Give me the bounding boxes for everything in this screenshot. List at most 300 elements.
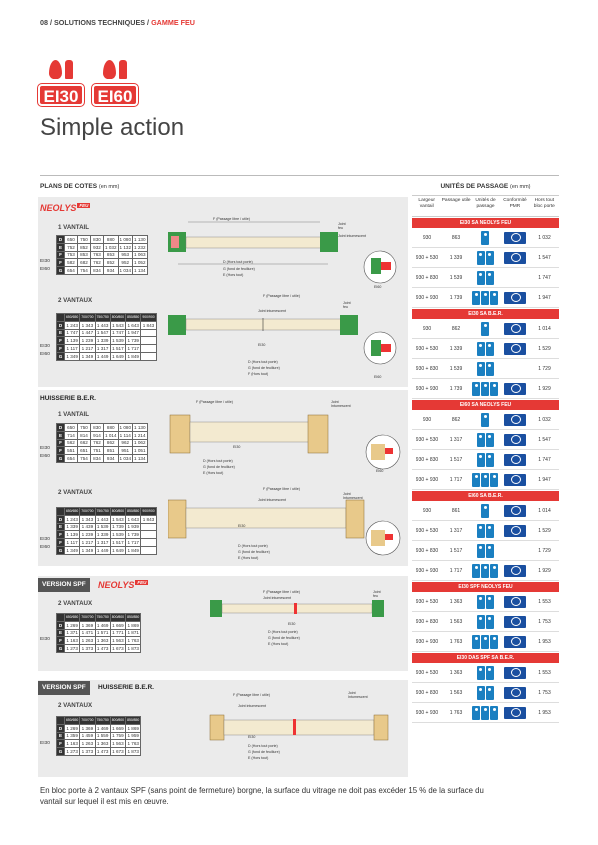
svg-text:EI60: EI60	[374, 375, 382, 379]
table-cell: 1 273	[66, 749, 78, 755]
svg-text:E (Hors tout): E (Hors tout)	[238, 556, 259, 560]
table-cell	[141, 345, 156, 353]
table-row	[412, 592, 559, 612]
svg-text:D (Hors tout porte): D (Hors tout porte)	[203, 459, 233, 463]
person-icon	[486, 251, 494, 265]
usable-passage: 1 539	[449, 274, 463, 281]
person-icon	[486, 544, 494, 558]
overall-width: 1 529	[538, 527, 551, 534]
table-row	[57, 539, 157, 547]
person-icon	[481, 322, 489, 336]
flame-icon	[103, 60, 116, 79]
table-cell: 814	[78, 431, 91, 439]
table-cell: 834	[91, 455, 104, 463]
usable-passage: 1 363	[449, 669, 463, 676]
two-leaves-label: 2 VANTAUX	[58, 297, 93, 304]
wheelchair-icon	[504, 232, 526, 244]
pmr-compliance	[500, 292, 530, 304]
svg-text:EI30: EI30	[233, 445, 241, 449]
usable-passage: 1 339	[449, 345, 463, 352]
table-header-cell: 700/700	[81, 615, 94, 620]
table-cell: 1 349	[81, 353, 94, 359]
person-icon	[481, 706, 489, 720]
wheelchair-icon	[504, 474, 526, 486]
leaf-width: 930	[422, 416, 432, 423]
table-cell: 1 443	[96, 322, 109, 328]
usable-passage: 1 363	[449, 598, 463, 605]
one-leaf-label: 1 VANTAIL	[58, 224, 90, 231]
table-cell: 1 449	[96, 353, 109, 359]
table-row	[57, 740, 141, 748]
person-icon	[477, 271, 485, 285]
svg-text:G (fond de feuillure): G (fond de feuillure)	[268, 636, 300, 640]
table-cell: F	[57, 531, 65, 539]
svg-text:Intumescent: Intumescent	[348, 695, 368, 699]
table-cell: D	[57, 515, 65, 523]
overall-width: 1 553	[538, 598, 551, 605]
person-icon	[477, 666, 485, 680]
table-cell: 1 317	[96, 540, 109, 546]
table-cell: 852	[78, 243, 91, 251]
table-cell: 1 447	[81, 330, 94, 336]
extinguisher-icon	[119, 60, 127, 79]
table-cell: 830	[91, 424, 104, 432]
svg-text:E (Hors tout): E (Hors tout)	[248, 756, 269, 760]
table-cell: 834	[91, 267, 104, 275]
leaf-width: 930 + 930	[415, 567, 439, 574]
table-row	[412, 521, 559, 541]
table-cell: 1 269	[66, 725, 78, 731]
table-cell: 714	[65, 431, 78, 439]
person-icon	[486, 433, 494, 447]
table-header-cell: 800/800	[111, 718, 125, 723]
table-row	[412, 541, 559, 561]
ei30-logo	[38, 60, 84, 106]
wheelchair-icon	[504, 565, 526, 577]
table-row	[412, 501, 559, 521]
range-name: GAMME FEU	[151, 18, 195, 27]
leaf-width: 930 + 930	[415, 476, 439, 483]
usable-passage: 862	[451, 416, 461, 423]
neolys-brand: NEOLYS FEU	[40, 203, 89, 213]
usable-passage: 1 539	[449, 365, 463, 372]
wheelchair-icon	[504, 434, 526, 446]
person-icon	[481, 413, 489, 427]
table-row	[412, 450, 559, 470]
dims-table-neolys-2	[56, 313, 157, 361]
table-cell: 1 369	[81, 622, 94, 628]
table-cell: 763	[91, 251, 104, 259]
table-cell: 852	[104, 259, 119, 267]
table-cell: 662	[78, 439, 91, 447]
wheelchair-icon	[504, 292, 526, 304]
passage-units	[470, 453, 500, 467]
svg-text:Joint: Joint	[331, 400, 339, 404]
overall-width: 1 014	[538, 507, 551, 514]
person-icon	[472, 291, 480, 305]
table-cell: 1 643	[127, 516, 139, 522]
svg-text:EI60: EI60	[376, 469, 384, 473]
table-cell: 1 263	[81, 638, 94, 644]
wheelchair-icon	[504, 707, 526, 719]
table-row	[57, 645, 141, 653]
table-cell: 1 517	[112, 540, 124, 546]
huisserie-label: HUISSERIE B.E.R.	[98, 684, 154, 691]
leaf-width: 930 + 530	[415, 527, 439, 534]
table-cell: 654	[65, 455, 78, 463]
table-cell: E	[57, 431, 65, 439]
overall-width: 1 753	[538, 618, 551, 625]
svg-text:D (Hors tout porte): D (Hors tout porte)	[268, 630, 298, 634]
usable-passage: 863	[451, 234, 461, 241]
table-cell: D	[57, 236, 65, 244]
table-cell: F	[57, 439, 65, 447]
svg-text:Joint intumescent: Joint intumescent	[258, 498, 286, 502]
table-cell: 1 959	[127, 733, 139, 739]
wheelchair-icon	[504, 596, 526, 608]
table-cell: 1 130	[134, 424, 146, 430]
column-header: Passage utile	[441, 198, 471, 203]
table-cell: G	[57, 455, 65, 463]
table-cell: F	[57, 345, 65, 353]
svg-text:Intumescent: Intumescent	[343, 496, 363, 500]
table-cell: 853	[104, 251, 119, 259]
table-row	[57, 345, 157, 353]
page-header: 08 / SOLUTIONS TECHNIQUES / GAMME FEU	[40, 18, 195, 27]
passage-units	[470, 322, 500, 336]
table-cell: 962	[118, 439, 133, 447]
table-row	[57, 439, 148, 447]
table-row	[412, 683, 559, 703]
svg-text:Joint: Joint	[348, 691, 356, 695]
passage-units	[470, 544, 500, 558]
person-icon	[481, 635, 489, 649]
svg-text:G (fond de feuillure): G (fond de feuillure)	[238, 550, 270, 554]
column-header: Conformité PMR	[503, 198, 527, 209]
svg-text:Joint intumescent: Joint intumescent	[238, 704, 266, 708]
dims-table-neolys-1	[56, 235, 148, 275]
usable-passage: 1 517	[449, 456, 463, 463]
table-cell	[141, 337, 156, 345]
table-cell: 862	[104, 439, 119, 447]
pmr-compliance	[500, 454, 530, 466]
passage-units	[470, 635, 500, 649]
column-header: Largeur vantail	[418, 198, 435, 209]
table-cell: 1 539	[96, 524, 109, 530]
section-title: EI30 SPF NEOLYS FEU	[412, 582, 559, 592]
overall-width: 1 753	[538, 689, 551, 696]
pmr-compliance	[500, 667, 530, 679]
table-cell: 1 947	[127, 330, 139, 336]
svg-text:E (Hors tout): E (Hors tout)	[203, 471, 224, 475]
table-header-cell: 700/700	[81, 509, 94, 514]
passage-units	[470, 615, 500, 629]
table-cell: 1 339	[96, 532, 109, 538]
overall-width: 1 929	[538, 567, 551, 574]
table-cell: 1 717	[127, 540, 139, 546]
svg-text:Intumescent: Intumescent	[331, 404, 351, 408]
page-title: Simple action	[40, 114, 185, 141]
passage-units	[470, 362, 500, 376]
table-row	[57, 447, 148, 455]
table-cell: 1 263	[81, 741, 94, 747]
person-icon	[486, 453, 494, 467]
table-header-cell: 850/850	[127, 615, 140, 620]
wheelchair-icon	[504, 323, 526, 335]
leaf-width: 930 + 830	[415, 456, 439, 463]
ei60-tag: EI60	[92, 84, 138, 106]
svg-text:D (Hors tout porte): D (Hors tout porte)	[248, 360, 278, 364]
table-cell: 1 063	[134, 252, 146, 258]
table-cell: 1 117	[65, 345, 80, 353]
ei-labels: EI30 EI60	[40, 259, 50, 272]
table-row	[57, 531, 157, 539]
person-icon	[490, 291, 498, 305]
table-cell	[141, 531, 156, 539]
table-cell: 1 052	[134, 260, 146, 266]
person-icon	[481, 291, 489, 305]
table-cell: 1 443	[96, 516, 109, 522]
person-icon	[486, 271, 494, 285]
overall-width: 1 947	[538, 476, 551, 483]
leaf-width: 930 + 530	[415, 254, 439, 261]
table-cell: 1 369	[81, 725, 94, 731]
table-cell: 1 217	[81, 540, 94, 546]
table-cell: 551	[65, 447, 78, 455]
column-header: Hors tout bloc porte	[533, 198, 555, 209]
table-cell: D	[57, 621, 65, 629]
wheelchair-icon	[504, 667, 526, 679]
drawing-ber-2-leaves	[168, 487, 400, 560]
drawing-neolys-2-leaves	[168, 294, 396, 379]
ei-labels: EI30	[40, 741, 50, 746]
person-icon	[477, 342, 485, 356]
table-cell: 1 051	[134, 448, 146, 454]
pmr-compliance	[500, 596, 530, 608]
table-cell: 1 771	[112, 630, 124, 636]
person-icon	[490, 473, 498, 487]
svg-text:feu: feu	[373, 594, 378, 598]
svg-text:feu: feu	[338, 226, 343, 230]
table-row	[57, 629, 141, 637]
leaf-width: 930	[422, 234, 432, 241]
ei-labels: EI30 EI60	[40, 446, 50, 459]
person-icon	[481, 382, 489, 396]
dims-table-ber-1	[56, 423, 148, 463]
column-header: Unités de passage	[475, 198, 496, 209]
table-header-cell: 850/850	[127, 718, 140, 723]
person-icon	[490, 706, 498, 720]
usable-passage: 1 763	[449, 638, 463, 645]
flame-icon	[49, 60, 62, 79]
svg-text:E (Hors tout): E (Hors tout)	[268, 642, 289, 646]
table-cell: 1 739	[127, 338, 139, 344]
table-row	[412, 268, 559, 288]
svg-text:D (Hors tout porte): D (Hors tout porte)	[223, 260, 253, 264]
drawing-spf-neolys	[210, 590, 384, 646]
neolys-brand: NEOLYS FEU	[98, 580, 147, 590]
table-row	[57, 621, 141, 629]
two-leaves-label: 2 VANTAUX	[58, 600, 93, 607]
passage-units	[470, 342, 500, 356]
dims-table-ber-2	[56, 507, 157, 555]
table-cell: G	[57, 645, 65, 653]
svg-text:EI30: EI30	[288, 622, 296, 626]
table-cell: 1 571	[96, 630, 109, 636]
drawing-neolys-1-leaf	[168, 217, 396, 289]
table-cell: 1 469	[96, 622, 109, 628]
svg-text:D (Hors tout porte): D (Hors tout porte)	[248, 744, 278, 748]
table-row	[57, 455, 148, 463]
table-cell: 1 843	[142, 322, 155, 328]
table-row	[412, 612, 559, 632]
table-cell: E	[57, 629, 65, 637]
passage-units-panel	[412, 183, 559, 779]
table-cell: 1 339	[66, 524, 78, 530]
table-cell: 934	[104, 267, 119, 275]
person-icon	[490, 635, 498, 649]
table-header-cell: 700/700	[81, 718, 94, 723]
table-cell: 951	[118, 447, 133, 455]
leaf-width: 930 + 830	[415, 618, 439, 625]
svg-text:D (Hors tout porte): D (Hors tout porte)	[238, 544, 268, 548]
table-row	[412, 339, 559, 359]
table-cell: E	[57, 523, 65, 531]
section-title: EI30 SA B.E.R.	[412, 309, 559, 319]
table-header-cell: 850/850	[127, 315, 140, 320]
table-cell: 1 517	[112, 346, 124, 352]
table-cell: 1 363	[96, 741, 109, 747]
table-cell: 1 114	[119, 432, 131, 438]
extinguisher-icon	[65, 60, 73, 79]
pmr-compliance	[500, 383, 530, 395]
table-cell: G	[57, 748, 65, 756]
table-row	[57, 724, 141, 732]
table-cell: 1 139	[66, 338, 78, 344]
leaf-width: 930 + 930	[415, 294, 439, 301]
table-cell: 1 869	[127, 622, 139, 628]
table-header-cell: 750/750	[96, 315, 109, 320]
usable-passage: 1 317	[449, 527, 463, 534]
table-cell: 1 032	[105, 244, 117, 250]
ei-labels: EI30 EI60	[40, 344, 50, 357]
svg-text:Joint intumescent: Joint intumescent	[258, 309, 286, 313]
huisserie-label: HUISSERIE B.E.R.	[40, 395, 96, 402]
table-cell: 1 747	[112, 330, 124, 336]
overall-width: 1 032	[538, 234, 551, 241]
table-cell: D	[57, 424, 65, 432]
wheelchair-icon	[504, 454, 526, 466]
leaf-width: 930	[422, 325, 432, 332]
passage-units	[470, 473, 500, 487]
table-row	[57, 329, 157, 337]
leaf-width: 930 + 830	[415, 547, 439, 554]
person-icon	[477, 595, 485, 609]
table-cell: 1 371	[66, 630, 78, 636]
svg-text:F (Passage libre / utile): F (Passage libre / utile)	[196, 400, 233, 404]
usable-passage: 1 739	[449, 385, 463, 392]
table-row	[57, 424, 148, 432]
table-cell: 880	[104, 236, 119, 244]
usable-passage: 862	[451, 325, 461, 332]
table-cell: 851	[104, 447, 119, 455]
person-icon	[481, 473, 489, 487]
person-icon	[472, 382, 480, 396]
table-cell: 1 349	[66, 353, 78, 359]
wheelchair-icon	[504, 505, 526, 517]
table-cell: 752	[65, 243, 78, 251]
table-header-cell: 650/650	[66, 509, 79, 514]
overall-width: 1 729	[538, 365, 551, 372]
svg-text:F (Hors tout): F (Hors tout)	[248, 372, 269, 376]
usable-passage: 1 717	[449, 476, 463, 483]
table-cell: 1 739	[127, 532, 139, 538]
usable-passage: 1 563	[449, 689, 463, 696]
person-icon	[477, 544, 485, 558]
pmr-compliance	[500, 414, 530, 426]
usable-passage: 861	[451, 507, 461, 514]
svg-text:EI30: EI30	[248, 735, 256, 739]
dims-table-spf-ber	[56, 716, 141, 756]
table-cell: 1 471	[81, 630, 94, 636]
leaf-width: 930 + 930	[415, 709, 439, 716]
passage-units	[470, 231, 500, 245]
table-cell: 1 763	[127, 638, 139, 644]
table-cell: 1 747	[66, 330, 78, 336]
person-icon	[486, 524, 494, 538]
person-icon	[477, 615, 485, 629]
table-cell: 750	[78, 236, 91, 244]
table-cell: 1 339	[96, 338, 109, 344]
table-header-cell: 800/800	[111, 509, 125, 514]
table-cell: 1 547	[96, 330, 109, 336]
usable-passage: 1 517	[449, 547, 463, 554]
table-cell: 1 871	[127, 630, 139, 636]
section-title: EI30 DAS SPF SA B.E.R.	[412, 653, 559, 663]
leaf-width: 930 + 530	[415, 436, 439, 443]
table-row	[57, 337, 157, 345]
overall-width: 1 529	[538, 345, 551, 352]
table-cell: 1 439	[81, 524, 94, 530]
table-header-cell: 650/650	[66, 615, 79, 620]
table-cell: 1 473	[96, 646, 109, 652]
person-icon	[486, 666, 494, 680]
table-cell: G	[57, 267, 65, 275]
svg-text:EI30: EI30	[258, 343, 266, 347]
leaf-width: 930 + 830	[415, 689, 439, 696]
table-row	[57, 352, 157, 360]
ei-labels: EI30	[40, 637, 50, 642]
table-header-row	[57, 508, 157, 516]
wheelchair-icon	[504, 383, 526, 395]
table-header-cell: 750/750	[96, 509, 109, 514]
table-header-cell: 750/750	[96, 615, 109, 620]
wheelchair-icon	[504, 414, 526, 426]
svg-text:F (Passage libre / utile): F (Passage libre / utile)	[263, 590, 300, 594]
table-header-cell: 650/650	[66, 315, 79, 320]
version-spf-label: VERSION SPF	[38, 681, 90, 695]
pmr-compliance	[500, 474, 530, 486]
person-icon	[477, 524, 485, 538]
table-cell: 1 873	[127, 749, 139, 755]
table-cell: 1 717	[127, 346, 139, 352]
table-header-cell: 900/900	[142, 315, 155, 320]
table-row	[57, 251, 148, 259]
table-cell: 1 239	[81, 532, 94, 538]
table-row	[57, 637, 141, 645]
table-cell: 1 034	[119, 456, 131, 462]
ei-labels: EI30 EI60	[40, 537, 50, 550]
